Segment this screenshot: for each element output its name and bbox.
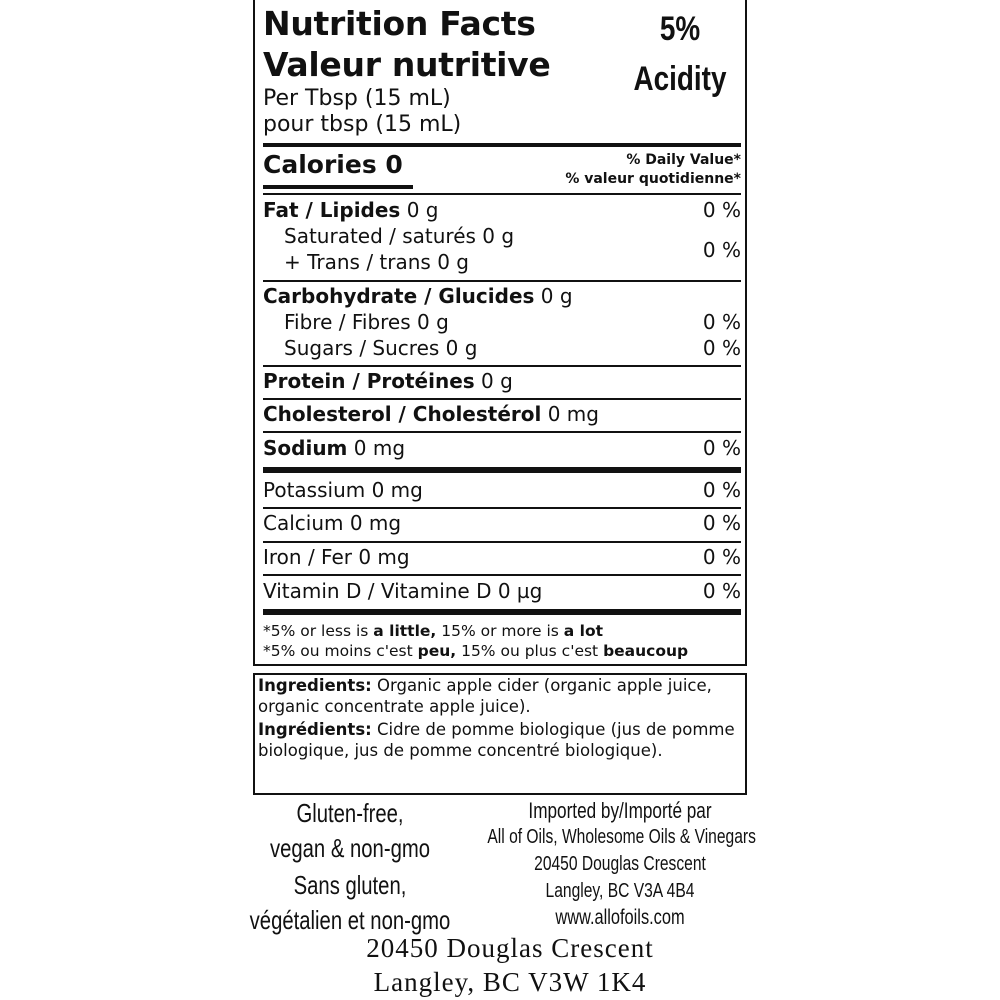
sugars-row: Sugars / Sucres 0 g	[284, 336, 478, 360]
iron-pct: 0 %	[702, 545, 741, 569]
cholesterol-label: Cholesterol / Cholestérol	[263, 402, 542, 426]
saturated-row: Saturated / saturés 0 g	[284, 224, 515, 248]
potassium-row: Potassium 0 mg	[263, 478, 423, 502]
sugars-pct: 0 %	[702, 336, 741, 360]
daily-value-fr: % valeur quotidienne*	[565, 171, 741, 187]
divider	[263, 574, 741, 576]
footnote-emphasis: beaucoup	[603, 642, 689, 660]
ingredients-fr-text: Cidre de pomme biologique (jus de pomme biologique, jus de pomme concentré biologique).	[258, 720, 735, 760]
footnote-text: *5% ou moins c'est	[263, 642, 418, 660]
fat-amount: 0 g	[400, 198, 439, 222]
calories-row	[263, 150, 403, 180]
importer-website: www.allofoils.com	[555, 906, 685, 929]
importer-city: Langley, BC V3A 4B4	[545, 880, 695, 902]
claim-vegan: vegan & non-gmo	[269, 833, 431, 863]
footnote-text: *5% or less is	[263, 622, 374, 640]
importer-street: 20450 Douglas Crescent	[534, 853, 706, 875]
footnote-text: 15% or more is	[436, 622, 564, 640]
vitamin-d-row: Vitamin D / Vitamine D 0 µg	[263, 579, 543, 603]
importer-company: All of Oils, Wholesome Oils & Vinegars	[487, 826, 756, 848]
footnote-emphasis: a lot	[563, 622, 604, 640]
calories-value: 0	[385, 150, 403, 179]
divider	[263, 541, 741, 543]
potassium-pct: 0 %	[702, 478, 741, 502]
divider	[263, 398, 741, 400]
calories-label: Calories	[263, 150, 377, 179]
protein-amount: 0 g	[474, 369, 513, 393]
thick-rule	[263, 143, 741, 147]
ingredients-en-label: Ingredients:	[258, 676, 372, 695]
cholesterol-amount: 0 mg	[541, 402, 599, 426]
carbohydrate-row	[263, 283, 573, 309]
calories-underline	[263, 185, 413, 189]
calcium-pct: 0 %	[702, 511, 741, 535]
divider	[263, 280, 741, 282]
carbohydrate-amount: 0 g	[534, 284, 573, 308]
importer-heading: Imported by/Importé par	[528, 798, 712, 823]
divider	[263, 431, 741, 433]
claim-gluten-free: Gluten-free,	[296, 798, 404, 828]
trans-row: + Trans / trans 0 g	[284, 250, 469, 274]
divider	[263, 365, 741, 367]
iron-row: Iron / Fer 0 mg	[263, 545, 410, 569]
ingredients-fr	[258, 719, 742, 761]
claim-sans-gluten: Sans gluten,	[293, 870, 407, 900]
ingredients-fr-label: Ingrédients:	[258, 720, 372, 739]
claim-vegetalien: végétalien et non-gmo	[249, 905, 451, 935]
vitamin-d-pct: 0 %	[702, 579, 741, 603]
title-fr: Valeur nutritive	[263, 45, 551, 84]
serving-size-en: Per Tbsp (15 mL)	[263, 86, 451, 111]
carbohydrate-label: Carbohydrate / Glucides	[263, 284, 535, 308]
sodium-pct: 0 %	[702, 436, 741, 460]
fat-pct: 0 %	[702, 198, 741, 222]
fibre-row: Fibre / Fibres 0 g	[284, 310, 449, 334]
ingredients-en	[258, 675, 742, 717]
footnote-fr	[263, 640, 688, 662]
address-street: 20450 Douglas Crescent	[366, 933, 654, 963]
ingredients-en-text: Organic apple cider (organic apple juice, organic concentrate apple juice).	[258, 676, 712, 716]
footnote-emphasis: peu,	[417, 642, 457, 660]
divider	[263, 507, 741, 509]
fat-label: Fat / Lipides	[263, 198, 401, 222]
cholesterol-row	[263, 401, 599, 427]
acidity-label: Acidity	[633, 60, 727, 98]
thick-rule	[263, 609, 741, 615]
sodium-amount: 0 mg	[347, 436, 406, 460]
saturated-trans-pct: 0 %	[702, 238, 741, 262]
calcium-row: Calcium 0 mg	[263, 511, 402, 535]
sodium-label: Sodium	[263, 436, 348, 460]
protein-label: Protein / Protéines	[263, 369, 475, 393]
protein-row	[263, 368, 513, 394]
fibre-pct: 0 %	[702, 310, 741, 334]
acidity-percent: 5%	[659, 10, 701, 48]
divider	[263, 193, 741, 195]
footnote-text: 15% ou plus c'est	[456, 642, 604, 660]
sodium-row	[263, 435, 405, 461]
fat-row	[263, 197, 438, 223]
title-en: Nutrition Facts	[263, 4, 536, 43]
serving-size-fr: pour tbsp (15 mL)	[263, 112, 462, 137]
daily-value-en: % Daily Value*	[626, 152, 741, 168]
address-city: Langley, BC V3W 1K4	[373, 967, 647, 997]
footnote-emphasis: a little,	[373, 622, 437, 640]
footnote-en	[263, 620, 603, 642]
thick-rule	[263, 467, 741, 473]
